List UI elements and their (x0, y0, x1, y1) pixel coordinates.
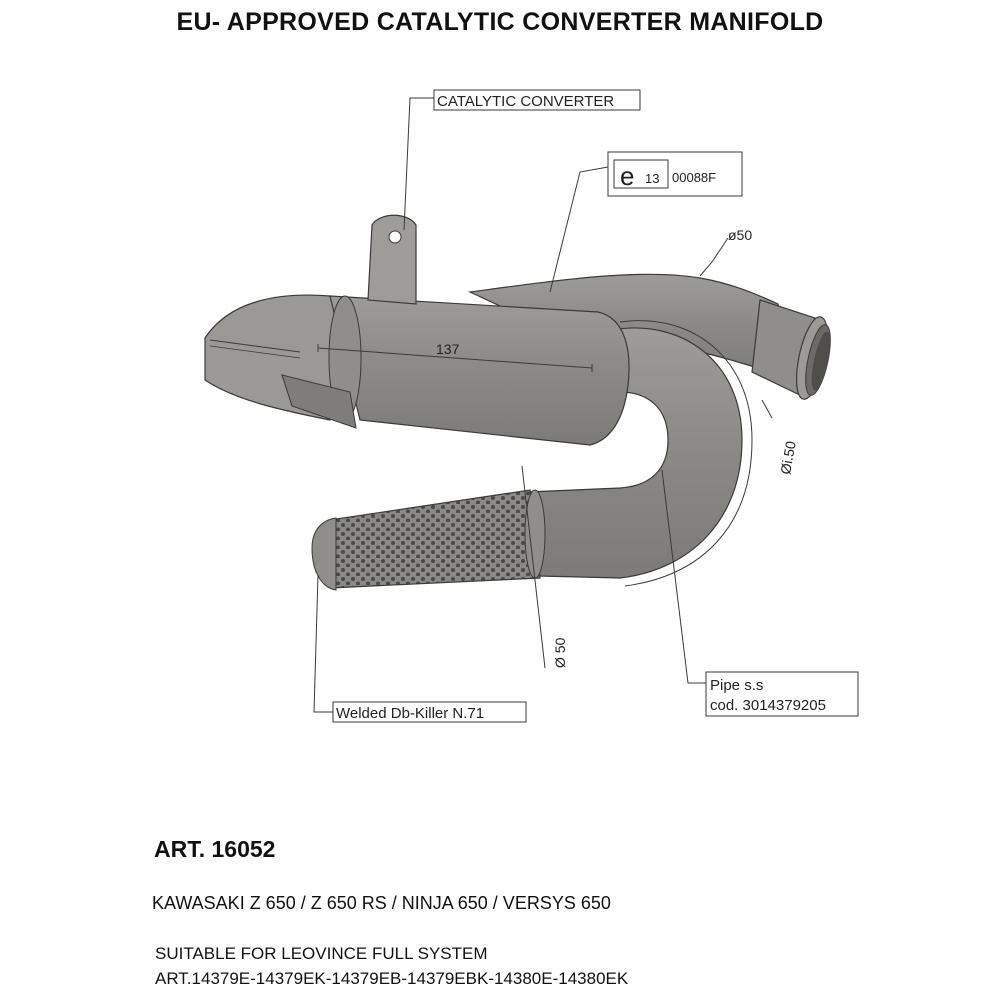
homologation-country: 13 (645, 171, 660, 186)
compatible-models: KAWASAKI Z 650 / Z 650 RS / NINJA 650 / VERSYS 650 (152, 893, 611, 913)
pipe-label-line1: Pipe s.s (710, 677, 764, 694)
suitability-note: SUITABLE FOR LEOVINCE FULL SYSTEM (155, 944, 488, 963)
outlet-diameter-label: ø50 (728, 227, 753, 243)
inner-diameter-label: Øi.50 (777, 439, 799, 476)
db-killer-label: Welded Db-Killer N.71 (336, 705, 485, 722)
article-list: ART.14379E-14379EK-14379EB-14379EBK-14380E-14380EK (155, 969, 629, 988)
page-title: EU- APPROVED CATALYTIC CONVERTER MANIFOLD (176, 8, 824, 36)
length-dimension-label: 137 (436, 341, 460, 357)
dbkiller-diameter-label: Ø 50 (552, 637, 568, 668)
article-number: ART. 16052 (154, 836, 276, 862)
db-killer-tube (312, 490, 545, 590)
catalytic-converter-label: CATALYTIC CONVERTER (437, 93, 615, 110)
pipe-label-line2: cod. 3014379205 (710, 697, 826, 714)
homologation-code: 00088F (672, 170, 717, 185)
homologation-e: e (620, 161, 635, 191)
catalytic-converter-body (205, 215, 629, 445)
